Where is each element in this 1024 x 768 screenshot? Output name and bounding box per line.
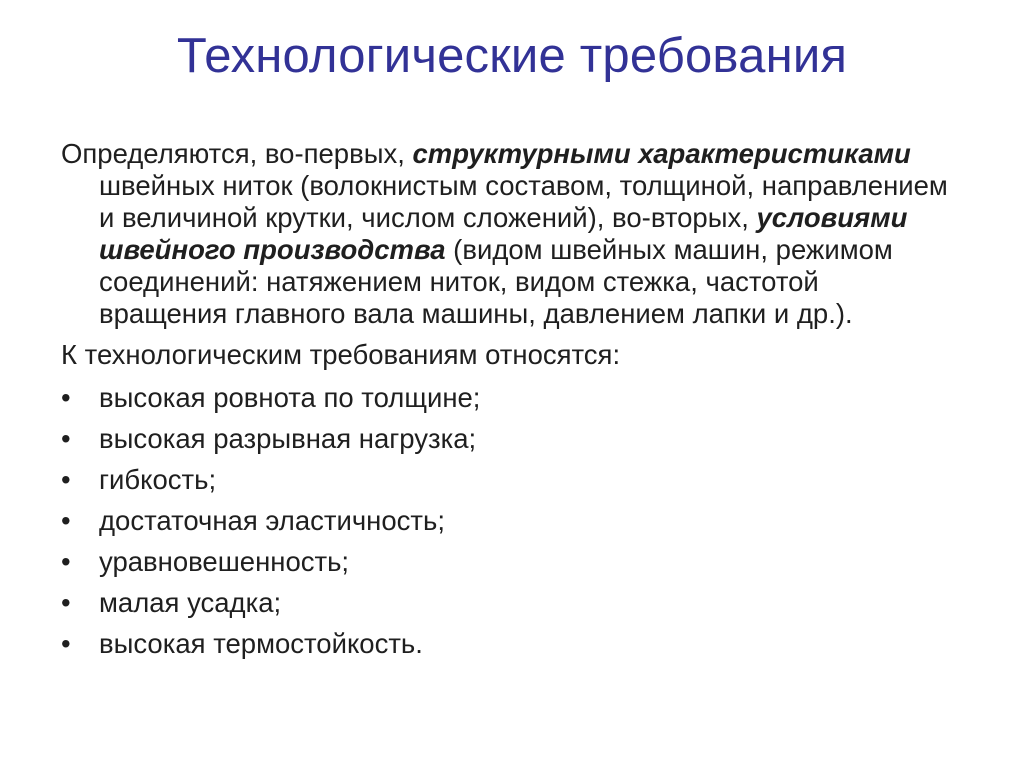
bullet-icon: • [61, 423, 71, 454]
emphasis-structural-characteristics: структурными характеристиками [412, 138, 911, 169]
bullet-icon: • [61, 382, 71, 413]
list-item [61, 500, 951, 541]
requirements-list [61, 377, 951, 664]
list-item [61, 377, 951, 418]
bullet-icon: • [61, 464, 71, 495]
intro-text-5: (видом швейных машин, режимом соединений: натяжением ниток, видом стежка, частотой вращения главного вала машины, давлением лапки и др.). [99, 234, 893, 329]
bullet-icon: • [61, 546, 71, 577]
intro-text-3: швейных ниток (волокнистым составом, толщиной, направлением и величиной крутки, числом сложений), во-вторых, [99, 170, 948, 233]
intro-paragraph [61, 138, 951, 330]
slide-body [61, 138, 951, 664]
list-item [61, 541, 951, 582]
emphasis-production-conditions: условиями швейного производства [99, 202, 908, 265]
slide-title: Технологические требования [176, 29, 848, 83]
list-item [61, 582, 951, 623]
list-item-text: высокая термостойкость. [99, 628, 423, 659]
list-item [61, 623, 951, 664]
list-item-text: достаточная эластичность; [99, 505, 445, 536]
intro-text-1: Определяются, во-первых, [61, 138, 413, 169]
bullet-icon: • [61, 628, 71, 659]
list-item-text: высокая ровнота по толщине; [99, 382, 481, 413]
bullet-icon: • [61, 505, 71, 536]
list-item [61, 459, 951, 500]
bullet-icon: • [61, 587, 71, 618]
list-item-text: уравновешенность; [99, 546, 350, 577]
list-heading: К технологическим требованиям относятся: [61, 339, 621, 370]
list-item-text: малая усадка; [99, 587, 282, 618]
list-item-text: гибкость; [99, 464, 217, 495]
list-item [61, 418, 951, 459]
list-item-text: высокая разрывная нагрузка; [99, 423, 477, 454]
